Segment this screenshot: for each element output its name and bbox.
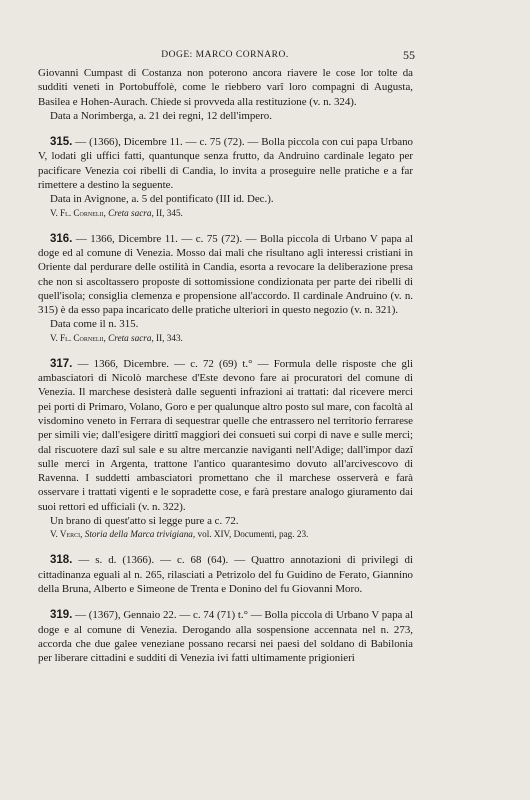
entry-body: — 1366, Dicembre. — c. 72 (69) t.° — Formula delle risposte che gli ambasciatori di Nicolò marchese d'Este devono fare ai procuratori del comune di Venezia. Il marchese desisterà dalle seguenti infrazioni ai trattati: dal ricevere merci pei porti di Primaro, Volano, Goro e per qualunque altro posto sul mare, con facoltà al visdomino veneto in Ferrara di sequestrar quelle che entrassero nel territorio ferrarese per simili vie; dall'esigere dirittî maggiori dei consueti sui corpi di nave e sulle merci; dal riscuotere dazî sul sale e su altre mercanzie naviganti nell'Adige; dall'impor dazî sulle merci in Argenta, trattone l'antico quarantesimo dovuto all'arcivescovo di Ravenna. I suddetti ambasciatori promettano che il marchese osserverà e farà osservare i trattati vigenti e le sopradette cose, e farà prestare analogo giuramento dai suoi rettori ed ufficiali (v. n. 322). xyxy=(38,357,413,513)
entry-317 xyxy=(38,357,413,542)
entry-date-line: Un brano di quest'atto si legge pure a c. 72. xyxy=(50,515,239,528)
entry-body: — 1366, Dicembre 11. — c. 75 (72). — Bolla piccola di Urbano V papa al doge ed al comune di Venezia. Mosso dai mali che risultano agli interessi cristiani in Oriente dal perdurare delle ostilità in Candia, esorta a revocare la deliberazione presa che non si ascoltassero proposte di sottomissione condizionata per parte dei ribelli di quell'isola; consiglia clemenza e propensione all'accordo. Il cardinale Andruino (v. n. 315) è da esso papa incaricato delle pratiche ulteriori in questo negozio (v. n. 321). xyxy=(38,232,413,317)
source-title: Creta sacra, xyxy=(108,332,154,343)
page-number: 55 xyxy=(403,48,415,62)
source-title: Storia della Marca trivigiana, xyxy=(84,529,196,540)
running-header: DOGE: MARCO CORNARO. xyxy=(161,50,289,60)
entry-text xyxy=(38,608,413,665)
source-author: V. Verci, xyxy=(50,529,83,540)
entry-source xyxy=(38,528,413,541)
entry-source xyxy=(38,332,413,345)
entry-text xyxy=(38,232,413,318)
entry-number: 316. xyxy=(50,232,73,245)
intro-date-line: Data a Norimberga, a. 21 dei regni, 12 dell'impero. xyxy=(50,109,272,122)
entry-source xyxy=(38,207,413,220)
entry-number: 315. xyxy=(50,136,73,149)
source-ref: II, 343. xyxy=(156,332,183,343)
source-ref: vol. XIV, Documenti, pag. 23. xyxy=(197,529,309,540)
entry-body: — s. d. (1366). — c. 68 (64). — Quattro annotazioni di privilegi di cittadinanza eguali al n. 265, rilasciati a Petrizolo del fu Guidino de Ferato, Giannino della Bruna, Alberto e Simeone de Trenta e Donino del fu Giovanni Moro. xyxy=(38,554,413,595)
intro-paragraph: Giovanni Cumpast di Costanza non poterono ancora riavere le cose lor tolte da sudditi veneti in Portobuffolè, come le riebbero varî loro compagni di Augusta, Basilea e Hohen-Aurach. Chiede si provveda alla restituzione (v. n. 324). xyxy=(38,67,413,108)
source-author: V. Fl. Cornelii, xyxy=(50,207,106,218)
source-title: Creta sacra, xyxy=(108,207,154,218)
entry-body: — (1366), Dicembre 11. — c. 75 (72). — Bolla piccola con cui papa Urbano V, lodati gli uffici fatti, quantunque senza frutto, da Andruino cardinale legato per pacificare Venezia coi ribelli di Candia, lo invita a proseguire nelle pratiche e a far rimettere a destino la seguente. xyxy=(38,136,413,192)
entry-text xyxy=(38,357,413,514)
entry-date-line: Data come il n. 315. xyxy=(50,318,139,331)
entry-number: 319. xyxy=(50,609,73,622)
entry-text xyxy=(38,135,413,192)
entry-text xyxy=(38,553,413,596)
entry-318 xyxy=(38,553,413,596)
entry-date-line: Data in Avignone, a. 5 del pontificato (III id. Dec.). xyxy=(50,193,274,206)
page-body xyxy=(38,66,413,665)
entry-316 xyxy=(38,232,413,345)
source-ref: II, 345. xyxy=(156,207,183,218)
entry-number: 317. xyxy=(50,357,73,370)
entry-315 xyxy=(38,135,413,219)
entry-319 xyxy=(38,608,413,665)
entry-body: — (1367), Gennaio 22. — c. 74 (71) t.° — Bolla piccola di Urbano V papa al doge e al comune di Venezia. Derogando alla sospensione accennata nel n. 273, accorda che due galee veneziane possano recarsi nei paesi del soldano di Babilonia per liberare cittadini e sudditi di Venezia ivi fatti ultimamente prigionieri xyxy=(38,609,413,665)
entry-number: 318. xyxy=(50,554,73,567)
source-author: V. Fl. Cornelii, xyxy=(50,332,106,343)
